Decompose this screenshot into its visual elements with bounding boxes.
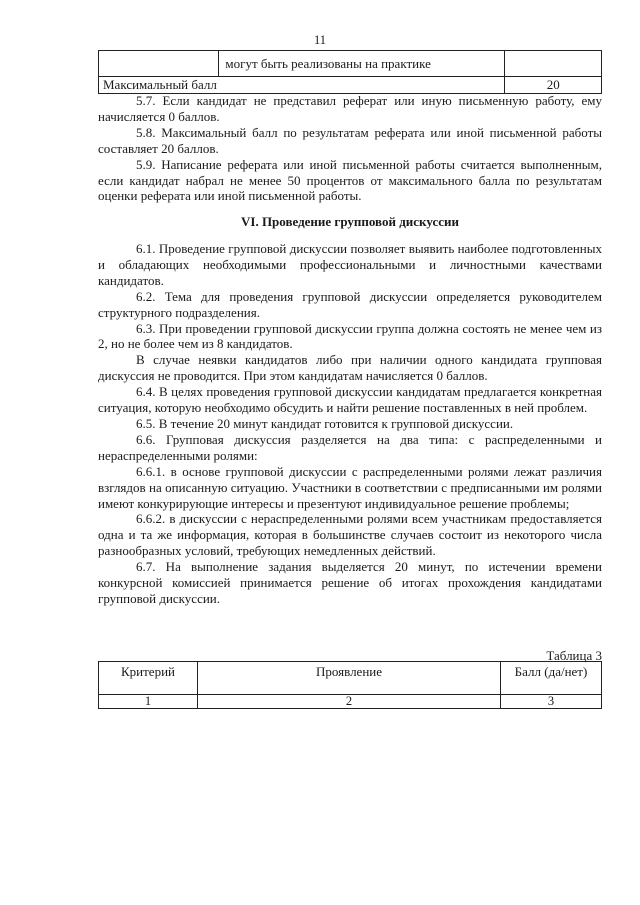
paragraph-6-5: 6.5. В течение 20 минут кандидат готовится к групповой дискуссии.	[136, 415, 514, 431]
max-score-label: Максимальный балл	[99, 77, 505, 94]
column-header-manifestation: Проявление	[198, 662, 501, 695]
table-cell-empty	[505, 51, 602, 77]
paragraph-6-3: 6.3. При проведении групповой дискуссии группа должна состоять не менее чем из 2, но не более чем из 8 кандидатов.	[98, 320, 602, 352]
column-header-criterion: Критерий	[99, 662, 198, 695]
paragraph-6-6-1: 6.6.1. в основе групповой дискуссии с распределенными ролями лежат различия взглядов на описанную ситуацию. Участники в соответствии с предписанными им ролями имеют конкурирующие интересы и презентуют индивидуальное решение проблемы;	[98, 463, 602, 511]
paragraph-6-2: 6.2. Тема для проведения групповой дискуссии определяется руководителем структурного подразделения.	[98, 288, 602, 320]
paragraph-6-3-note: В случае неявки кандидатов либо при наличии одного кандидата групповая дискуссия не проводится. При этом кандидатам начисляется 0 баллов.	[98, 352, 602, 384]
page-number: 11	[313, 33, 327, 47]
table-row	[99, 51, 602, 77]
table-number-row	[99, 695, 602, 709]
column-number: 1	[99, 695, 198, 709]
table-header-row	[99, 662, 602, 695]
section-5-text	[98, 93, 602, 204]
section-6-text	[98, 241, 602, 607]
section-6-heading-block	[98, 214, 602, 230]
table-cell-empty	[99, 51, 219, 77]
table-cell-text: могут быть реализованы на практике	[219, 51, 505, 77]
paragraph-5-9: 5.9. Написание реферата или иной письменной работы считается выполненным, если кандидат набрал не менее 50 процентов от максимального балла по результатам оценки реферата или иной письменной работы.	[98, 156, 602, 204]
paragraph-5-7: 5.7. Если кандидат не представил реферат или иную письменную работу, ему начисляется 0 баллов.	[98, 93, 602, 124]
criteria-table-continuation	[98, 50, 602, 94]
column-number: 3	[501, 695, 602, 709]
paragraph-6-1: 6.1. Проведение групповой дискуссии позволяет выявить наиболее подготовленных и обладающих необходимыми профессиональными и личностными качествами кандидатов.	[98, 241, 602, 288]
paragraph-6-6-2: 6.6.2. в дискуссии с нераспределенными ролями всем участникам предоставляется одна и та же информация, которая в большинстве случаев состоит из некоторого числа разнообразных условий, требующих немедленных действий.	[98, 511, 602, 559]
table-row-max-score	[99, 77, 602, 94]
column-number: 2	[198, 695, 501, 709]
paragraph-6-7: 6.7. На выполнение задания выделяется 20 минут, по истечении времени конкурсной комиссией принимается решение об итогах прохождения кандидатами групповой дискуссии.	[98, 559, 602, 606]
paragraph-6-4: 6.4. В целях проведения групповой дискуссии кандидатам предлагается конкретная ситуация, которую необходимо обсудить и найти решение поставленных в ней проблем.	[98, 384, 602, 416]
paragraph-5-8: 5.8. Максимальный балл по результатам реферата или иной письменной работы составляет 20 баллов.	[98, 124, 602, 156]
paragraph-6-6: 6.6. Групповая дискуссия разделяется на два типа: с распределенными и нераспределенными ролями:	[98, 431, 602, 463]
section-heading: VI. Проведение групповой дискуссии	[241, 214, 459, 229]
table-3	[98, 661, 602, 709]
table-3-caption: Таблица 3	[546, 648, 602, 663]
column-header-score: Балл (да/нет)	[501, 662, 602, 695]
max-score-value: 20	[505, 77, 602, 94]
